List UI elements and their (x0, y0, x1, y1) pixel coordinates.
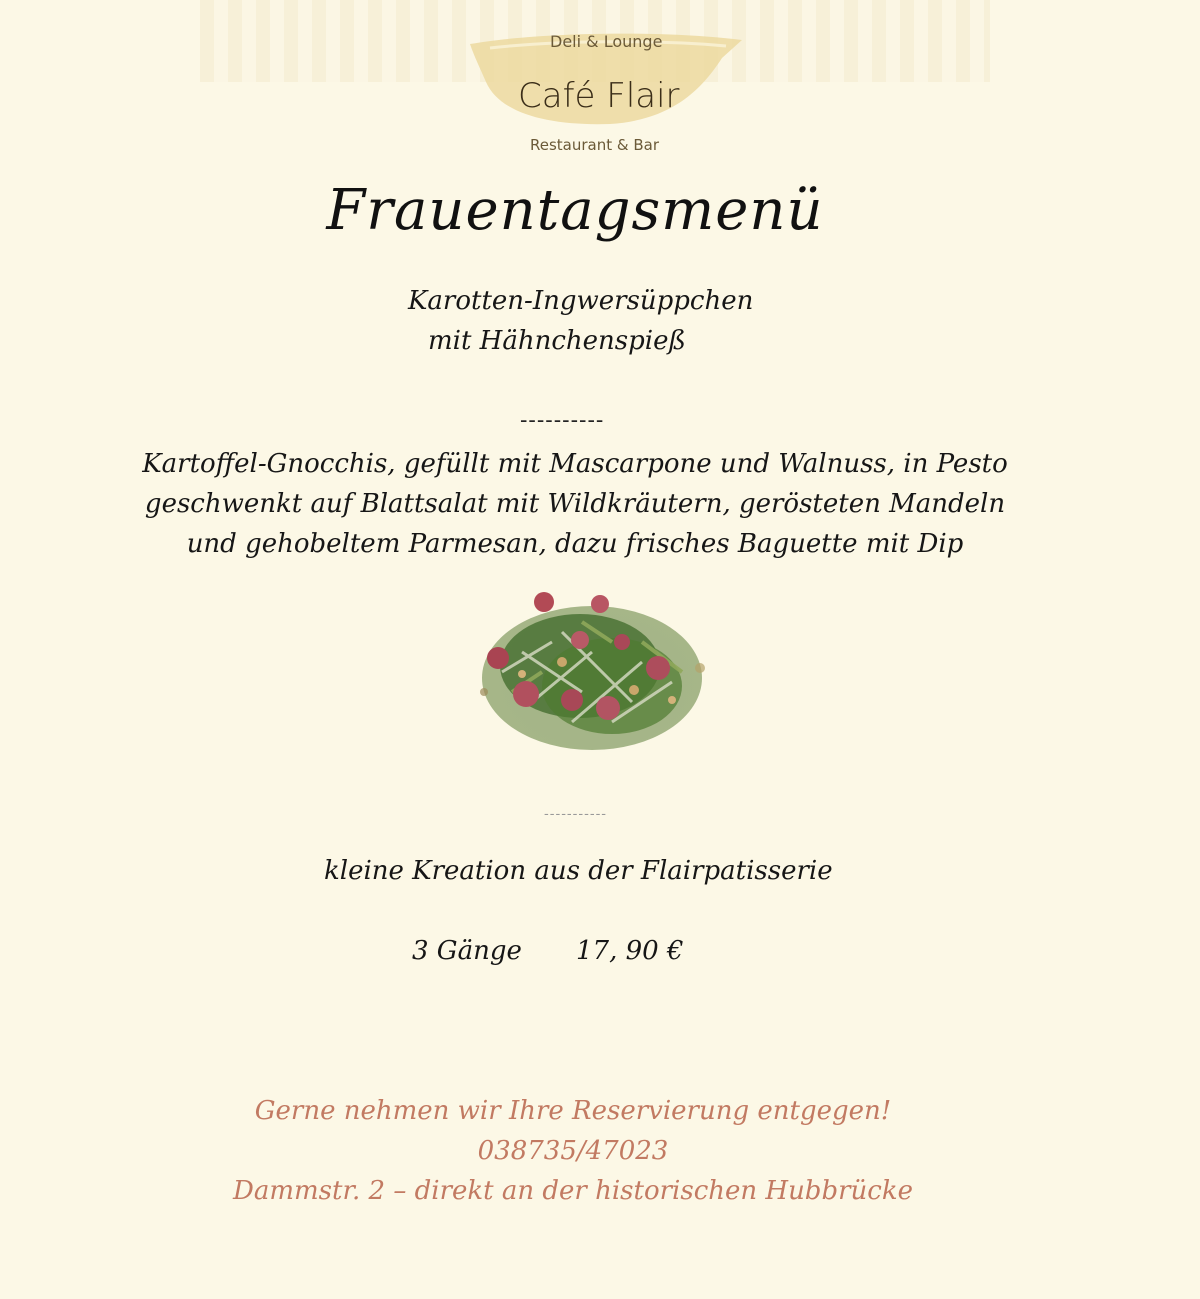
main-course-line-1: Kartoffel-Gnocchis, gefüllt mit Mascarpone und Walnuss, in Pesto (142, 449, 1008, 479)
phone-number: 038735/47023 (477, 1136, 669, 1166)
address-text: Dammstr. 2 – direkt an der historischen Hubbrücke (233, 1176, 913, 1206)
separator-2: ----------- (544, 806, 608, 822)
starter-line-1: Karotten-Ingwersüppchen (408, 286, 754, 316)
logo-top-text: Deli & Lounge (550, 32, 663, 51)
main-course-description (0, 444, 1150, 564)
starter-line-2: mit Hähnchenspieß (428, 326, 686, 356)
cafe-flair-logo (460, 22, 750, 162)
main-course-line-2: geschwenkt auf Blattsalat mit Wildkräutern, gerösteten Mandeln (144, 489, 1006, 519)
price-amount: 17, 90 € (576, 936, 684, 966)
menu-title: Frauentagsmenü (326, 178, 824, 243)
salad-photo (462, 582, 732, 782)
dessert-line: kleine Kreation aus der Flairpatisserie (324, 856, 833, 886)
reservation-text: Gerne nehmen wir Ihre Reservierung entgegen! (254, 1096, 892, 1126)
main-course-line-3: und gehobeltem Parmesan, dazu frisches Baguette mit Dip (186, 529, 964, 559)
logo-subtitle: Restaurant & Bar (530, 136, 660, 154)
separator-1: ---------- (520, 408, 605, 433)
logo-name: Café Flair (518, 76, 680, 116)
price-courses: 3 Gänge (412, 936, 522, 966)
